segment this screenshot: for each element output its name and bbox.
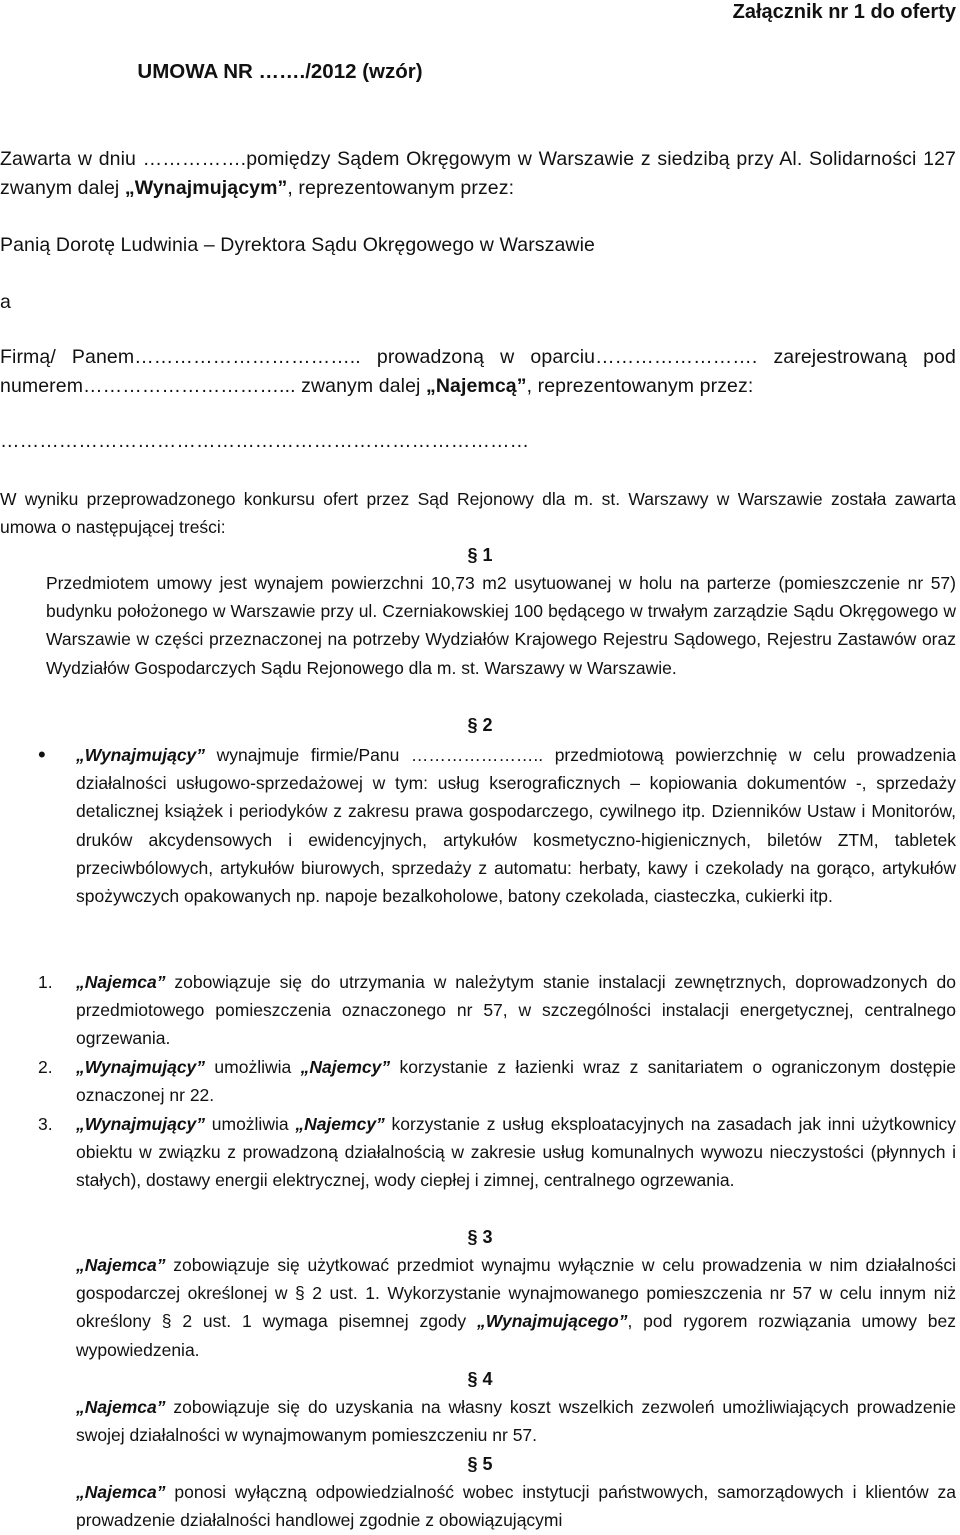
party-najemca: „Najemca” [76, 1482, 166, 1502]
party-najemca: „Najemcy” [300, 1057, 391, 1077]
list-number: 3. [38, 1114, 53, 1134]
party-wynajmujacy: „Wynajmujący” [76, 745, 206, 765]
intro-text: Firmą/ Panem…………………………….. prowadzoną w oparciu……………………. zarejestrowaną pod numerem…………………………... zwanym dalej [0, 346, 956, 397]
intro-placeholder-line: ……………………………………………………………………… [0, 430, 530, 452]
intro-text: Zawarta w dniu …………….pomiędzy Sądem Okręgowym w Warszawie z siedzibą przy Al. Solidarności 127 zwanym dalej [0, 148, 956, 199]
party-wynajmujacy: „Wynajmującym” [124, 177, 288, 199]
document-title-text: UMOWA NR ……./2012 (wzór) [137, 60, 423, 83]
list-item-text: umożliwia [205, 1057, 301, 1077]
list-number: 2. [38, 1057, 53, 1077]
section-4-text [76, 1393, 956, 1449]
section-text: zobowiązuje się do uzyskania na własny koszt wszelkich zezwoleń umożliwiających prowadzenie swojej działalności w wynajmowanym pomieszczeniu nr 57. [76, 1397, 956, 1446]
party-najemca: „Najemcą” [425, 375, 527, 397]
party-wynajmujacy: „Wynajmującego” [477, 1311, 628, 1332]
bullet-text: wynajmuje firmie/Panu ………………….. przedmiotową powierzchnię w celu prowadzenia działalności usługowo-sprzedażowej w tym: usług kserograficznych – kopiowania dokumentów -, sprzedaży detalicznej książek i periodyków z zakresu prawa gospodarczego, cywilnego itp. Dzienników Ustaw i Monitorów, druków akcydensowych i ewidencyjnych, artykułów kosmetyczno-higienicznych, biletów ZTM, tabletek przeciwbólowych, artykułów biurowych, sprzedaży z automatu: herbaty, kawy i czekolady na gorąco, artykułów spożywczych opakowanych np. napoje bezalkoholowe, batony czekolada, ciasteczka, cukierki itp. [76, 745, 956, 907]
party-najemca: „Najemcy” [295, 1114, 385, 1134]
section-1-heading: § 1 [467, 545, 493, 565]
intro-conjunction: a [0, 291, 11, 313]
section-5-heading: § 5 [467, 1454, 493, 1474]
section-text: zobowiązuje się użytkować przedmiot wynajmu wyłącznie w celu prowadzenia w nim działalności gospodarczej określonej w § 2 ust. 1. Wykorzystanie wynajmowanego pomieszczenia nr 57 w celu innym niż określony § 2 ust. 1 wymaga pisemnej zgody [76, 1255, 956, 1332]
list-item-text: zobowiązuje się do utrzymania w należytym stanie instalacji zewnętrznych, doprowadzonych do przedmiotowego pomieszczenia oznaczonego nr 57, w szczególności instalacji energetycznej, centralnego ogrzewania. [76, 972, 956, 1049]
section-4-heading: § 4 [467, 1369, 493, 1389]
section-2-list-item [76, 1110, 956, 1195]
list-item-text: korzystanie z łazienki wraz z sanitariatem o ograniczonym dostępie oznaczonej nr 22. [76, 1057, 956, 1106]
section-text: , pod rygorem rozwiązania umowy bez wypowiedzenia. [76, 1311, 957, 1360]
section-5-text [76, 1478, 956, 1534]
section-3-heading: § 3 [467, 1227, 493, 1247]
section-2-bullet-item [76, 741, 956, 910]
party-najemca: „Najemca” [76, 972, 166, 992]
list-item-text: korzystanie z usług eksploatacyjnych na zasadach jak inni użytkownicy obiektu w związku z prowadzoną działalnością w zakresie usług komunalnych wywozu nieczystości (płynnych i stałych), dostawy energii elektrycznej, wody ciepłej i zimnej, centralnego ogrzewania. [76, 1114, 956, 1191]
party-najemca: „Najemca” [76, 1397, 166, 1417]
document-title [0, 57, 960, 87]
section-2-list-item [76, 1053, 956, 1109]
intro-contest-paragraph: W wyniku przeprowadzonego konkursu ofert przez Sąd Rejonowy dla m. st. Warszawy w Warszawie została zawarta umowa o następującej treści: [0, 489, 956, 538]
intro-paragraph-tenant [0, 343, 956, 401]
annex-label: Załącznik nr 1 do oferty [732, 1, 956, 23]
section-2-heading: § 2 [467, 715, 493, 735]
section-3-text [76, 1251, 956, 1364]
intro-paragraph-parties [0, 145, 956, 203]
section-text: ponosi wyłączną odpowiedzialność wobec instytucji państwowych, samorządowych i klientów za prowadzenie działalności handlowej zgodnie z obowiązującymi [76, 1482, 956, 1531]
bullet-marker: • [38, 742, 46, 767]
list-item-text: umożliwia [205, 1114, 296, 1134]
party-wynajmujacy: „Wynajmujący” [76, 1114, 206, 1134]
section-2-list-item [76, 968, 956, 1053]
intro-representative: Panią Dorotę Ludwinia – Dyrektora Sądu Okręgowego w Warszawie [0, 234, 595, 256]
intro-text: , reprezentowanym przez: [287, 177, 515, 199]
party-wynajmujacy: „Wynajmujący” [76, 1057, 206, 1077]
list-number: 1. [38, 972, 53, 992]
section-1-text: Przedmiotem umowy jest wynajem powierzchni 10,73 m2 usytuowanej w holu na parterze (pomieszczenie nr 57) budynku położonego w Warszawie przy ul. Czerniakowskiej 100 będącego w trwałym zarządzie Sądu Okręgowego w Warszawie w części przeznaczonej na potrzeby Wydziałów Krajowego Rejestru Sądowego, Rejestru Zastawów oraz Wydziałów Gospodarczych Sądu Rejonowego dla m. st. Warszawy w Warszawie. [46, 573, 956, 678]
party-najemca: „Najemca” [76, 1255, 166, 1275]
intro-text: , reprezentowanym przez: [526, 375, 754, 397]
